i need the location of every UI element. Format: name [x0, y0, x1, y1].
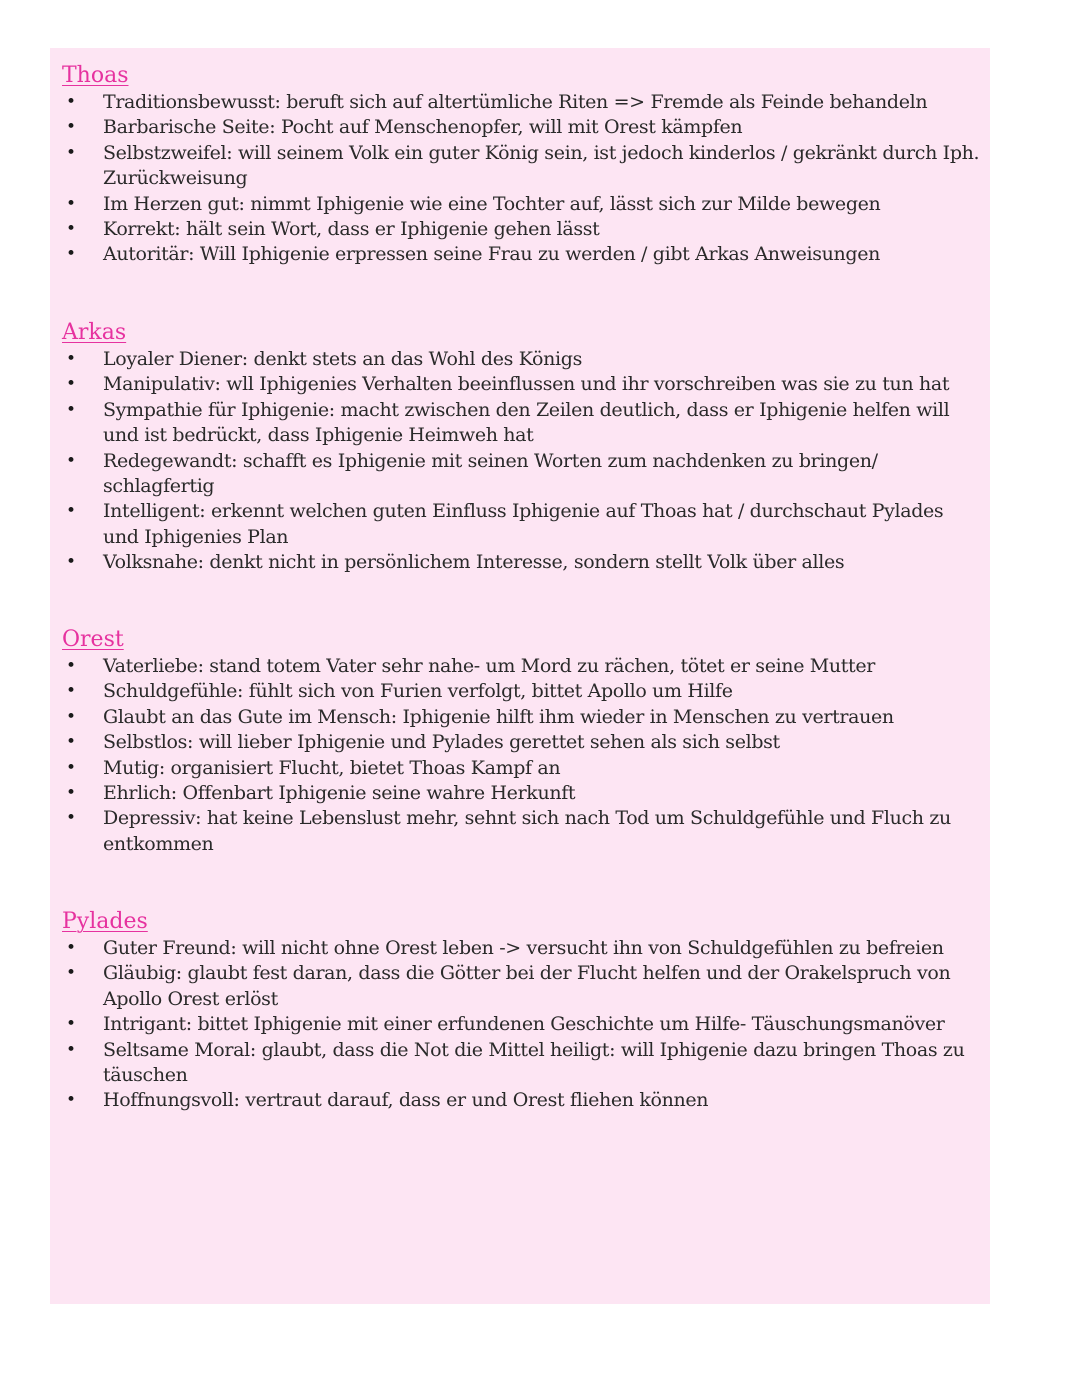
bullet-icon: • [66, 706, 76, 727]
list-item [62, 347, 982, 372]
list-item [62, 1088, 982, 1113]
list-item [62, 1038, 982, 1089]
list-item [62, 679, 982, 704]
list-item-text: Selbstlos: will lieber Iphigenie und Pylades gerettet sehen als sich selbst [103, 731, 780, 754]
bullet-icon: • [66, 808, 76, 829]
list-item-text: Vaterliebe: stand totem Vater sehr nahe- um Mord zu rächen, tötet er seine Mutter [103, 655, 875, 677]
list-item-text: Mutig: organisiert Flucht, bietet Thoas Kampf an [103, 756, 561, 779]
bullet-icon: • [66, 142, 76, 163]
section-title-thoas: Thoas [62, 63, 129, 88]
bullet-icon: • [66, 1014, 76, 1035]
list-item-text: Korrekt: hält sein Wort, dass er Iphigenie gehen lässt [103, 218, 600, 241]
bullet-icon: • [66, 501, 76, 522]
bullet-icon: • [66, 193, 76, 214]
list-item [62, 936, 982, 961]
list-item [62, 398, 982, 449]
bullet-icon: • [66, 1039, 76, 1060]
list-item [62, 756, 982, 781]
trait-list-orest [62, 654, 982, 857]
list-item [62, 192, 982, 217]
trait-list-thoas [62, 90, 982, 268]
list-item [62, 705, 982, 730]
list-item-text: Loyaler Diener: denkt stets an das Wohl des Königs [103, 348, 582, 370]
section-title-orest: Orest [62, 627, 124, 652]
list-item [62, 730, 982, 755]
bullet-icon: • [66, 219, 76, 240]
bullet-icon: • [66, 374, 76, 395]
list-item [62, 1012, 982, 1037]
document-page [50, 48, 990, 1304]
list-item-text: Schuldgefühle: fühlt sich von Furien verfolgt, bittet Apollo um Hilfe [103, 680, 733, 703]
list-item [62, 242, 982, 267]
bullet-icon: • [66, 938, 76, 958]
section-orest [62, 626, 982, 857]
list-item-text: Intrigant: bittet Iphigenie mit einer erfundenen Geschichte um Hilfe- Täuschungsmanöver [103, 1013, 945, 1036]
list-item [62, 781, 982, 806]
section-arkas [62, 319, 982, 576]
list-item-text: Guter Freund: will nicht ohne Orest leben -> versucht ihn von Schuldgefühlen zu befreien [103, 937, 944, 959]
bullet-icon: • [66, 92, 76, 112]
bullet-icon: • [66, 399, 76, 420]
trait-list-pylades [62, 936, 982, 1114]
list-item-text: Gläubig: glaubt fest daran, dass die Götter bei der Flucht helfen und der Orakelspruch von Apollo Orest erlöst [103, 962, 951, 1010]
section-pylades [62, 908, 982, 1114]
list-item [62, 141, 982, 192]
bullet-icon: • [66, 552, 76, 573]
section-title-arkas: Arkas [62, 320, 127, 345]
list-item-text: Seltsame Moral: glaubt, dass die Not die Mittel heiligt: will Iphigenie dazu bringen Thoas zu täuschen [103, 1038, 965, 1087]
bullet-icon: • [66, 117, 76, 138]
list-item [62, 961, 982, 1012]
list-item-text: Volksnahe: denkt nicht in persönlichem Interesse, sondern stellt Volk über alles [103, 551, 845, 574]
list-item [62, 90, 982, 115]
bullet-icon: • [66, 732, 76, 753]
list-item [62, 115, 982, 140]
list-item [62, 806, 982, 857]
section-title-pylades: Pylades [62, 909, 148, 934]
list-item-text: Autoritär: Will Iphigenie erpressen seine Frau zu werden / gibt Arkas Anweisungen [103, 243, 880, 266]
list-item-text: Barbarische Seite: Pocht auf Menschenopfer, will mit Orest kämpfen [103, 116, 743, 139]
list-item [62, 449, 982, 500]
list-item-text: Im Herzen gut: nimmt Iphigenie wie eine Tochter auf, lässt sich zur Milde bewegen [103, 192, 881, 215]
section-thoas [62, 62, 982, 268]
list-item-text: Depressiv: hat keine Lebenslust mehr, sehnt sich nach Tod um Schuldgefühle und Fluch zu entkommen [103, 807, 951, 855]
bullet-icon: • [66, 244, 76, 265]
list-item [62, 499, 982, 550]
bullet-icon: • [66, 963, 76, 984]
list-item-text: Intelligent: erkennt welchen guten Einfluss Iphigenie auf Thoas hat / durchschaut Pylades und Iphigenies Plan [103, 500, 944, 548]
bullet-icon: • [66, 1090, 76, 1111]
list-item-text: Glaubt an das Gute im Mensch: Iphigenie hilft ihm wieder in Menschen zu vertrauen [103, 705, 894, 728]
bullet-icon: • [66, 450, 76, 471]
bullet-icon: • [66, 757, 76, 778]
bullet-icon: • [66, 656, 76, 676]
bullet-icon: • [66, 681, 76, 702]
list-item [62, 372, 982, 397]
bullet-icon: • [66, 349, 76, 369]
list-item-text: Selbstzweifel: will seinem Volk ein guter König sein, ist jedoch kinderlos / gekränkt durch Iph. Zurückweisung [103, 141, 980, 190]
bullet-icon: • [66, 783, 76, 804]
list-item-text: Ehrlich: Offenbart Iphigenie seine wahre Herkunft [103, 782, 576, 805]
list-item-text: Traditionsbewusst: beruft sich auf altertümliche Riten => Fremde als Feinde behandeln [103, 91, 928, 113]
trait-list-arkas [62, 347, 982, 576]
list-item [62, 550, 982, 575]
list-item-text: Sympathie für Iphigenie: macht zwischen den Zeilen deutlich, dass er Iphigenie helfen will und ist bedrückt, dass Iphigenie Heimweh hat [103, 398, 950, 447]
list-item [62, 217, 982, 242]
list-item-text: Redegewandt: schafft es Iphigenie mit seinen Worten zum nachdenken zu bringen/ schlagfertig [103, 449, 878, 498]
list-item-text: Hoffnungsvoll: vertraut darauf, dass er und Orest fliehen können [103, 1089, 709, 1112]
list-item [62, 654, 982, 679]
list-item-text: Manipulativ: wll Iphigenies Verhalten beeinflussen und ihr vorschreiben was sie zu tun hat [103, 373, 950, 396]
